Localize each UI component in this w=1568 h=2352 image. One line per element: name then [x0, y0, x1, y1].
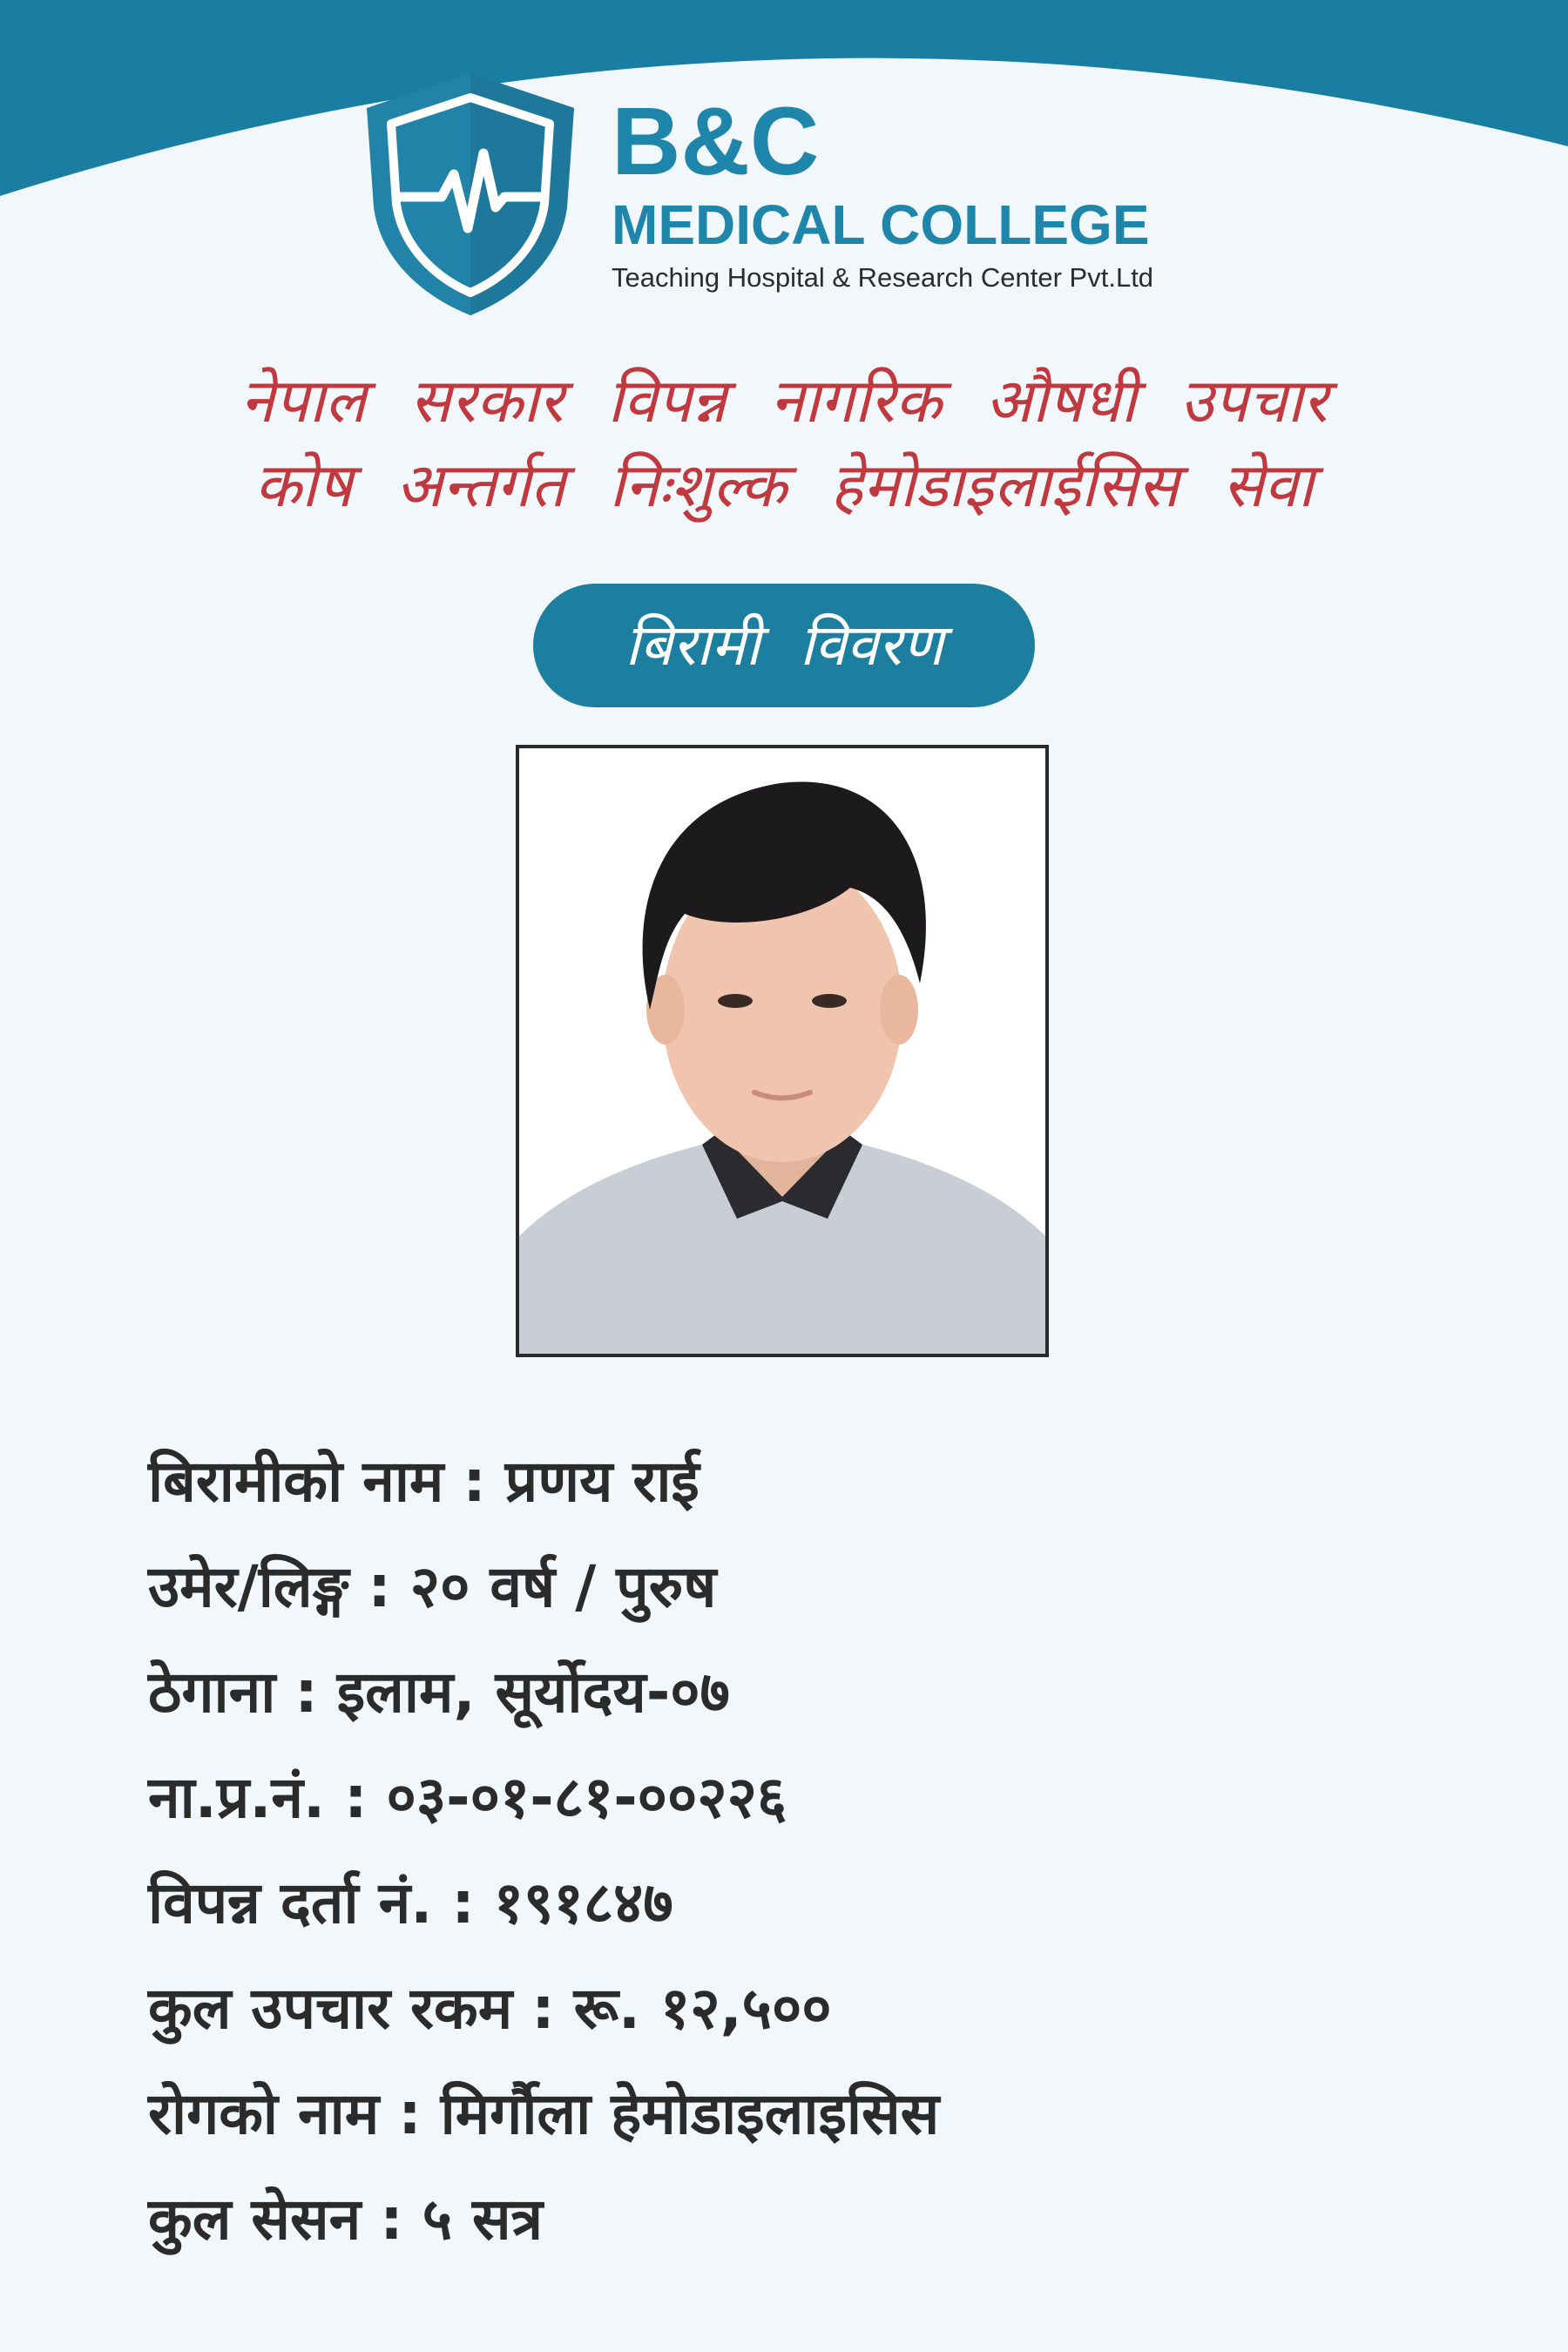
detail-row-sessions	[148, 2166, 1455, 2272]
detail-value: ०३-०१-८१-००२२६	[386, 1764, 787, 1831]
brand-tagline: Teaching Hospital & Research Center Pvt.Ltd	[612, 262, 1154, 293]
brand-college-name: MEDICAL COLLEGE	[612, 193, 1150, 256]
detail-value: रू. १२,५००	[573, 1975, 832, 2042]
detail-row-name	[148, 1429, 1455, 1534]
detail-separator: :	[531, 1975, 555, 2042]
detail-label: ठेगाना	[148, 1659, 276, 1726]
detail-label: ना.प्र.नं.	[148, 1764, 326, 1831]
detail-label: बिरामीको नाम	[148, 1448, 444, 1515]
program-heading-line-1: नेपाल सरकार विपन्न नागरिक औषधी उपचार	[240, 365, 1328, 436]
section-pill	[533, 584, 1035, 707]
detail-separator: :	[451, 1869, 475, 1936]
detail-value: मिर्गौला हेमोडाइलाइसिस	[440, 2080, 940, 2147]
detail-row-age-gender	[148, 1534, 1455, 1639]
detail-row-citizenship-no	[148, 1745, 1455, 1850]
detail-row-address	[148, 1639, 1455, 1745]
detail-value: प्रणय राई	[504, 1448, 700, 1515]
patient-photo	[516, 745, 1049, 1357]
patient-details	[148, 1429, 1455, 2272]
detail-label: कुल उपचार रकम	[148, 1975, 513, 2042]
detail-value: इलाम, सूर्योदय-०७	[336, 1659, 730, 1726]
patient-portrait-image	[519, 748, 1045, 1354]
detail-label: विपन्न दर्ता नं.	[148, 1869, 433, 1936]
detail-value: १९१८४७	[493, 1869, 673, 1936]
detail-label: उमेर/लिङ्ग	[148, 1553, 349, 1620]
detail-row-registration-no	[148, 1850, 1455, 1956]
detail-label: रोगको नाम	[148, 2080, 380, 2147]
brand-name: B&C	[612, 88, 820, 195]
detail-separator: :	[294, 1659, 318, 1726]
detail-separator: :	[398, 2080, 422, 2147]
detail-row-treatment-amount	[148, 1956, 1455, 2061]
program-heading-line-2: कोष अन्तर्गत निःशुल्क हेमोडाइलाईसिस सेवा	[254, 449, 1314, 521]
section-pill-label: बिरामी विवरण	[625, 612, 943, 679]
detail-row-disease	[148, 2061, 1455, 2166]
detail-value: ५ सत्र	[422, 2186, 544, 2253]
shield-logo-icon	[362, 68, 579, 321]
detail-separator: :	[463, 1448, 486, 1515]
detail-label: कुल सेसन	[148, 2186, 362, 2253]
detail-separator: :	[344, 1764, 368, 1831]
detail-value: २० वर्ष / पुरुष	[409, 1553, 717, 1620]
detail-separator: :	[368, 1553, 391, 1620]
detail-separator: :	[380, 2186, 403, 2253]
